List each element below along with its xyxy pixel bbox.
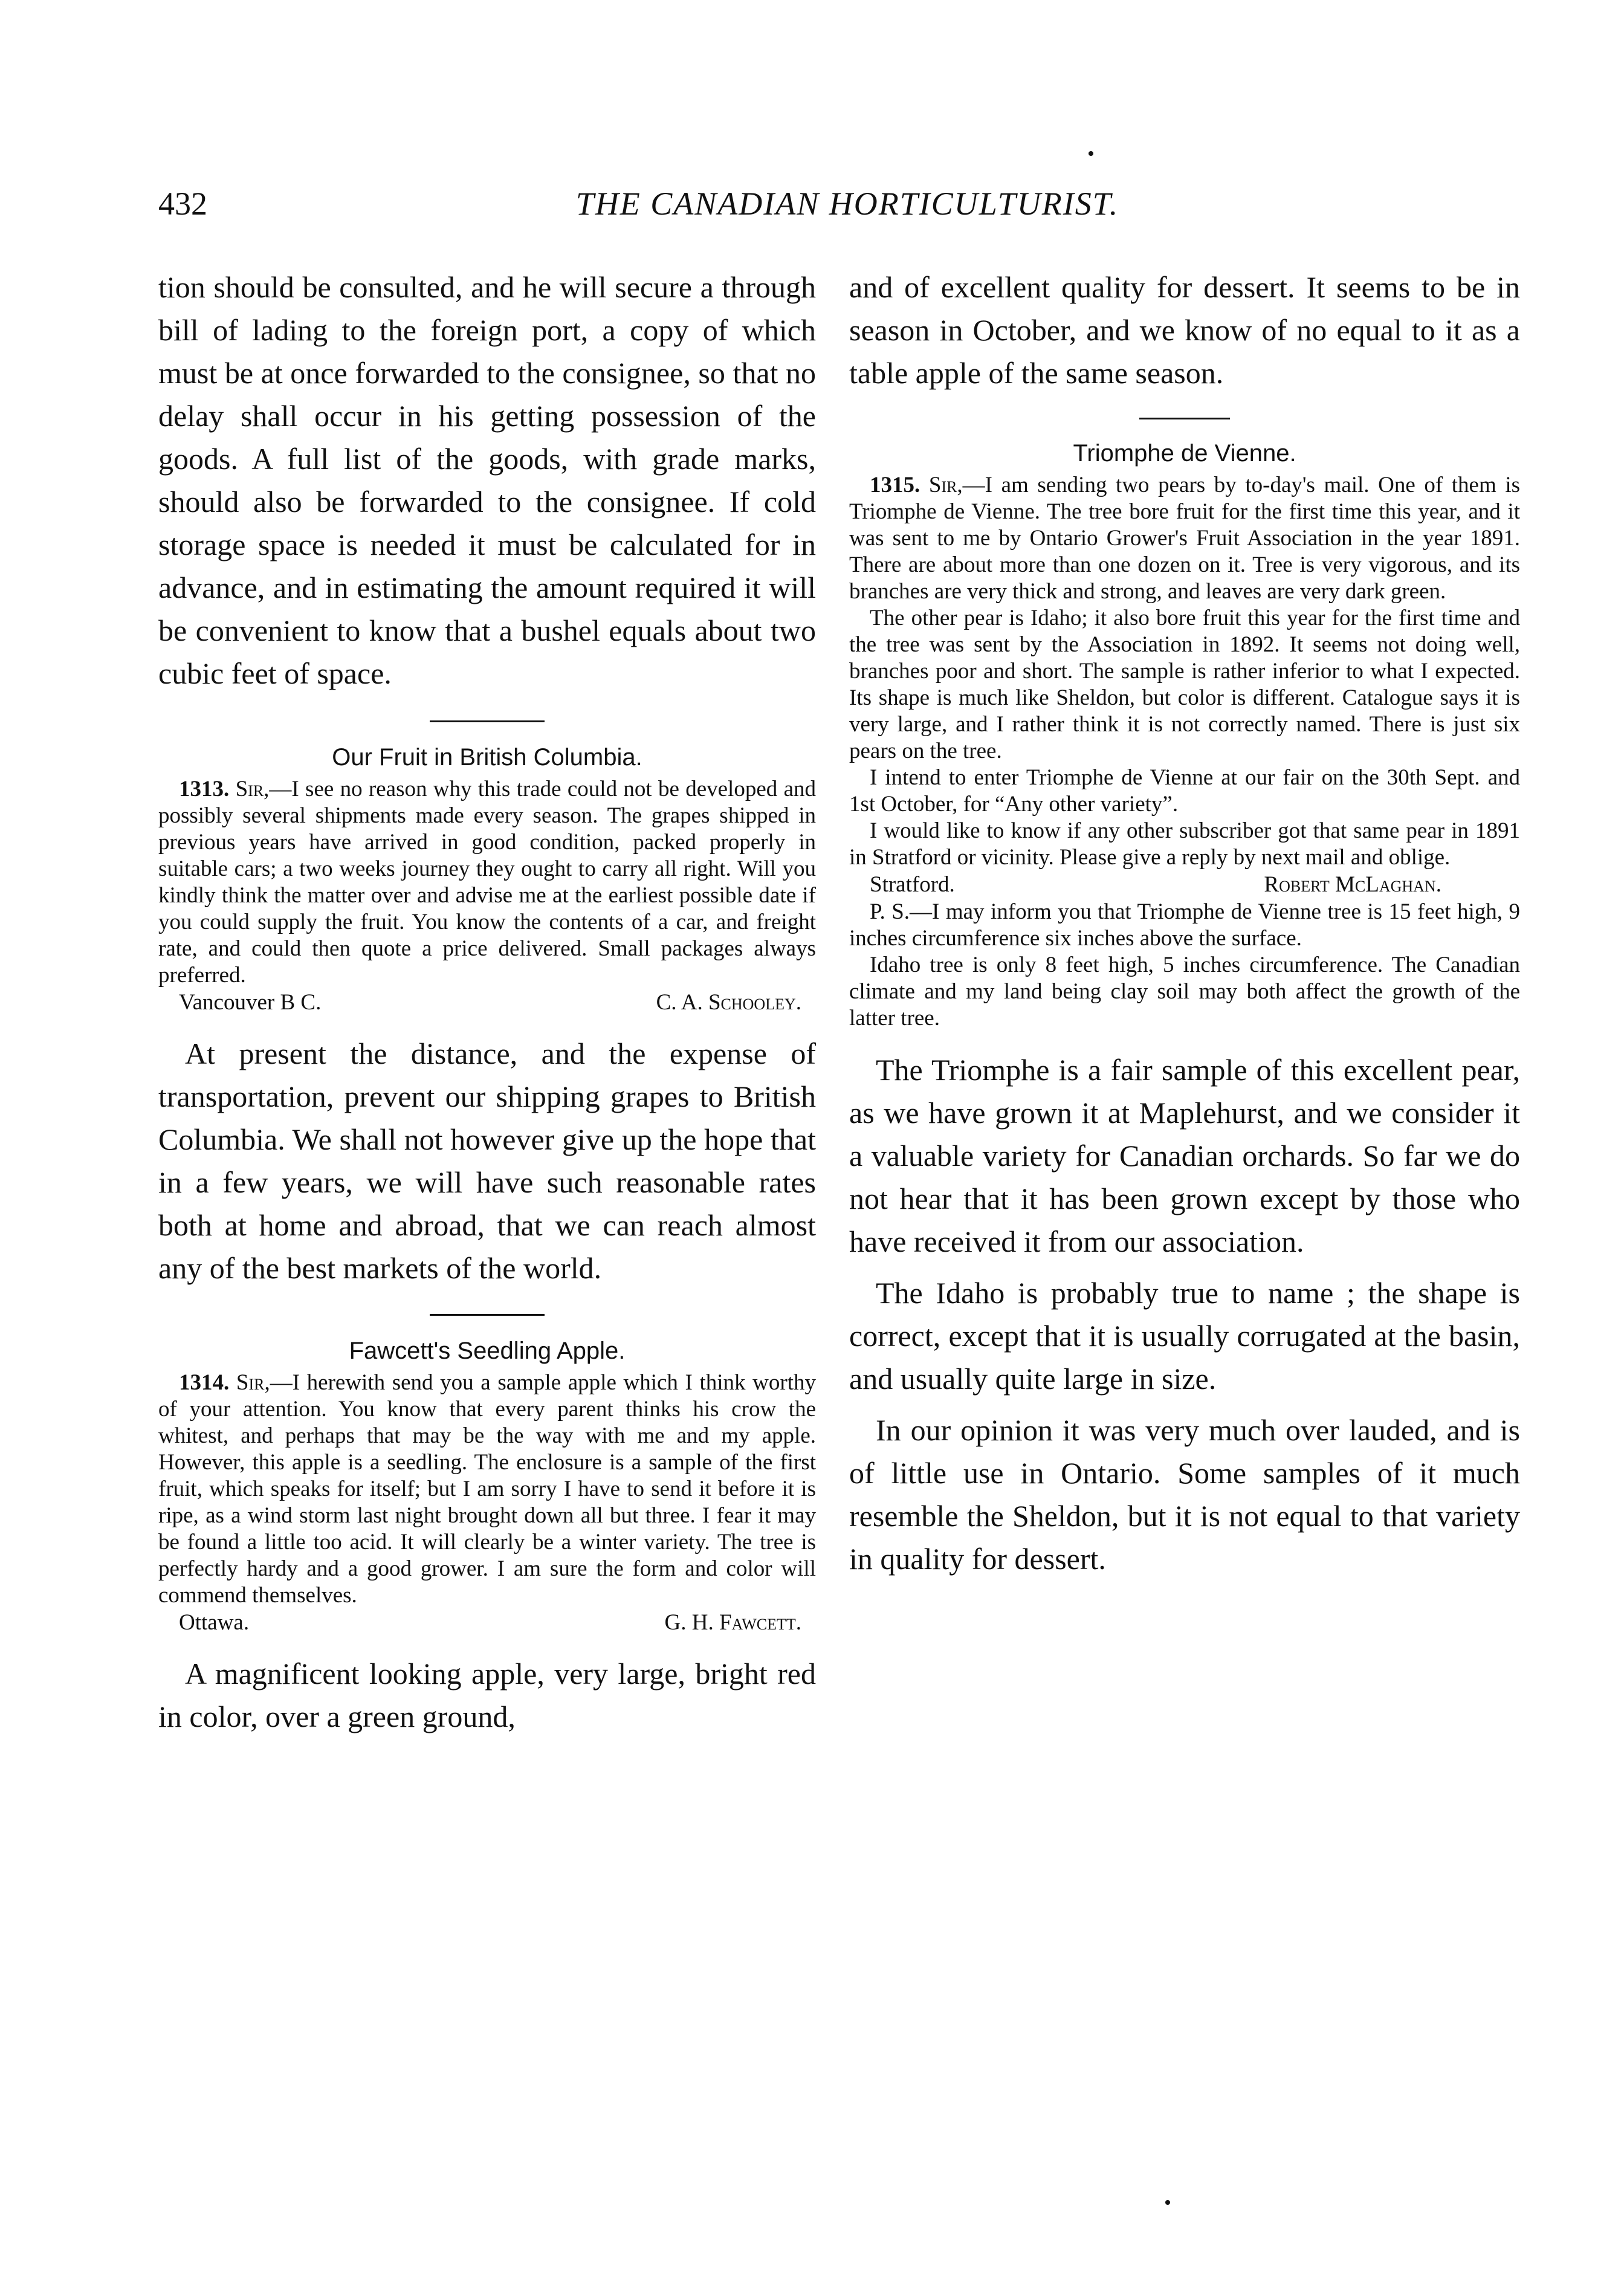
reply-1314-start: A magnificent looking apple, very large, bright red in color, over a green ground,	[158, 1657, 816, 1733]
postscript-2: Idaho tree is only 8 feet high, 5 inches circumference. The Canadian climate and my land being clay soil may both affect the growth of the latter tree.	[849, 953, 1520, 1031]
letter-1313	[158, 776, 816, 989]
signature-line-1314	[158, 1609, 816, 1637]
letter-1314	[158, 1370, 816, 1609]
letter-body-1314: —I herewith send you a sample apple which I think worthy of your attention. You know that every parent thinks his crow the whitest, and perhaps that may be the way with me and my apple. However, this apple is a seedling. The enclosure is a sample of the first fruit, which speaks for itself; but I am sorry I have to send it before it is ripe, as a wind storm last night brought down all but three. I fear it may be found a little too acid. It will clearly be a winter variety. The tree is perfectly hardy and a good grower. I am sure the form and color will commend themselves.	[158, 1370, 816, 1608]
page-header	[158, 185, 1536, 233]
right-column	[849, 266, 1520, 1581]
reply-1315-p2: The Idaho is probably true to name ; the shape is correct, except that it is usually corrugated at the basin, and usually quite large in size.	[849, 1276, 1520, 1396]
reply-1315-p1: The Triomphe is a fair sample of this excellent pear, as we have grown it at Maplehurst, and we consider it a valuable variety for Canadian orchards. So far we do not hear that it has been grown except by those who have received it from our association.	[849, 1053, 1520, 1258]
place-1313: Vancouver B C.	[179, 990, 322, 1015]
signature-line-1315	[849, 871, 1520, 899]
heading-1314: Fawcett's Seedling Apple.	[349, 1338, 626, 1364]
signer-1313: C. A. Schooley.	[656, 990, 801, 1015]
running-title: THE CANADIAN HORTICULTURIST.	[575, 186, 1119, 222]
reply-1314-continued: and of excellent quality for dessert. It seems to be in season in October, and we know of no equal to it as a table apple of the same season.	[849, 270, 1520, 390]
heading-1315: Triomphe de Vienne.	[1073, 440, 1296, 467]
intro-paragraph: tion should be consulted, and he will secure a through bill of lading to the foreign port, a copy of which must be at once forwarded to the consignee, so that no delay shall occur in his getting possession of the goods. A full list of the goods, with grade marks, should also be forwarded to the consignee. If cold storage space is needed it must be calculated for in advance, and in estimating the amount required it will be convenient to know that a bushel equals about two cubic feet of space.	[158, 270, 816, 690]
signature-line-1313	[158, 989, 816, 1017]
heading-1313: Our Fruit in British Columbia.	[332, 744, 642, 771]
item-number-1315: 1315.	[870, 473, 920, 497]
left-column	[158, 266, 816, 1738]
section-divider	[430, 1314, 545, 1316]
salutation-1313: Sir,	[235, 777, 270, 801]
letter-1315-p3: I intend to enter Triomphe de Vienne at our fair on the 30th Sept. and 1st October, for “Any other variety”.	[849, 765, 1520, 817]
stray-mark-bottom	[1165, 2200, 1170, 2205]
item-number-1314: 1314.	[179, 1370, 230, 1395]
letter-body-1313: —I see no reason why this trade could not be developed and possibly several shipments made every season. The grapes shipped in previous years have arrived in good condition, packed properly in suitable cars; a two weeks journey they ought to carry all right. Will you kindly think the matter over and advise me at the earliest possible date if you could supply the fruit. You know the contents of a car, and freight rate, and could then quote a price delivered. Small packages always preferred.	[158, 777, 817, 988]
section-divider	[1139, 418, 1230, 419]
signer-1315: Robert McLaghan.	[1264, 872, 1441, 897]
salutation-1314: Sir,	[236, 1370, 270, 1395]
reply-1315-p3: In our opinion it was very much over lauded, and is of little use in Ontario. Some samples of it much resemble the Sheldon, but it is not equal to that variety in quality for dessert.	[849, 1413, 1520, 1576]
section-divider	[430, 720, 545, 722]
letter-body-1315: —I am sending two pears by to-day's mail. One of them is Triomphe de Vienne. The tree bore fruit for the first time this year, and it was sent to me by Ontario Grower's Fruit Association in the year 1891. There are about more than one dozen on it. Tree is very vigorous, and its branches are very thick and strong, and leaves are very dark green.	[849, 473, 1521, 604]
page-number: 432	[158, 186, 207, 222]
stray-mark-top	[1089, 151, 1093, 156]
signer-1314: G. H. Fawcett.	[664, 1610, 801, 1635]
place-1315: Stratford.	[870, 872, 955, 897]
place-1314: Ottawa.	[179, 1610, 250, 1635]
item-number-1313: 1313.	[179, 777, 230, 801]
letter-1315-p4: I would like to know if any other subscriber got that same pear in 1891 in Stratford or vicinity. Please give a reply by next mail and oblige.	[849, 818, 1520, 870]
letter-1315-p2: The other pear is Idaho; it also bore fruit this year for the first time and the tree was sent by the Association in 1892. It seems not doing well, branches poor and short. The sample is rather inferior to what I expected. Its shape is much like Sheldon, but color is different. Catalogue says it is very large, and I rather think it is not correctly named. There is just six pears on the tree.	[849, 606, 1520, 763]
letter-1315-p1	[849, 472, 1520, 605]
salutation-1315: Sir,	[928, 473, 963, 497]
reply-1313: At present the distance, and the expense of transportation, prevent our shipping grapes to British Columbia. We shall not however give up the hope that in a few years, we will have such reasonable rates both at home and abroad, that we can reach almost any of the best markets of the world.	[158, 1037, 816, 1285]
postscript-1: P. S.—I may inform you that Triomphe de Vienne tree is 15 feet high, 9 inches circumference six inches above the surface.	[849, 899, 1520, 951]
